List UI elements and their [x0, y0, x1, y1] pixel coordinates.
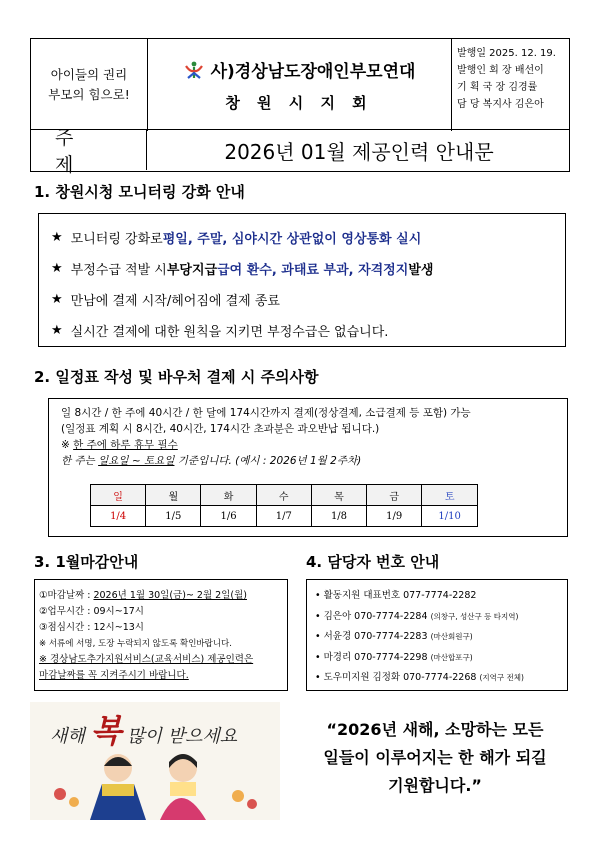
org-title	[183, 57, 416, 82]
day-cell: 월	[146, 485, 201, 506]
day-cell: 금	[367, 485, 422, 506]
item-emphasis: 평일, 주말, 심야시간 상관없이 영상통화 실시	[162, 232, 422, 247]
section2-heading: 2. 일정표 작성 및 바우처 결제 시 주의사항	[34, 368, 319, 386]
day-cell: 토	[422, 485, 478, 506]
contact-note: (지역구 전체)	[479, 673, 524, 683]
contact-text: • 도우미지원 김정화 070-7774-2268	[315, 672, 477, 684]
hours-line: ②업무시간 : 09시~17시	[39, 606, 144, 617]
contact-item	[315, 586, 567, 607]
star-icon: ★	[51, 230, 63, 245]
contact-text: • 마경리 070-7774-2298	[315, 651, 428, 663]
slogan-line2: 부모의 힘으로!	[48, 87, 130, 102]
contact-item	[315, 627, 567, 648]
rule-line	[61, 453, 567, 469]
item-text: 모니터링 강화로	[70, 232, 163, 247]
note-line: ※ 경상남도추가지원서비스(교육서비스) 제공인력은	[39, 654, 254, 665]
contact-text: • 서윤경 070-7774-2283	[315, 631, 428, 643]
day-cell: 일	[91, 485, 146, 506]
rule-text: 한 주는	[61, 455, 99, 467]
quote-line: 기원합니다.”	[388, 776, 482, 795]
rule-line	[61, 437, 567, 453]
table-row	[91, 506, 478, 527]
note-line: ※ 서류에 서명, 도장 누락되지 않도록 확인바랍니다.	[39, 639, 232, 649]
date-cell: 1/4	[91, 506, 146, 527]
day-cell: 수	[256, 485, 311, 506]
banner-big-char: 복	[90, 712, 122, 750]
section3-heading: 3. 1월마감안내	[34, 553, 139, 571]
list-item	[51, 284, 565, 315]
meta-line: 발행인 회 장 배선이	[457, 65, 544, 76]
header-box	[30, 38, 570, 130]
quote-line: “2026년 새해, 소망하는 모든	[326, 720, 544, 739]
section4-heading: 4. 담당자 번호 안내	[306, 553, 440, 571]
rule-text: 기준입니다. (예시 : 2026년 1월 2주차)	[174, 455, 362, 467]
contact-text: • 활동지원 대표번호 077-7774-2282	[315, 590, 477, 601]
section4-box	[306, 579, 568, 691]
organization	[147, 39, 452, 131]
date-cell: 1/9	[367, 506, 422, 527]
deadline-label: ①마감날짜 :	[39, 590, 94, 601]
date-cell: 1/10	[422, 506, 478, 527]
item-text: 부정수급 적발 시	[70, 263, 167, 278]
day-cell: 화	[201, 485, 256, 506]
branch-name: 창 원 시 지 회	[225, 94, 373, 112]
topic-row	[30, 127, 570, 176]
deadline-value: 2026년 1월 30일(금)~ 2월 2일(월)	[93, 590, 247, 601]
date-cell: 1/7	[256, 506, 311, 527]
contact-note: (마산회원구)	[430, 632, 473, 642]
closing-quote	[300, 716, 570, 800]
org-name: 사)경상남도장애인부모연대	[210, 62, 416, 82]
meta-line: 발행일 2025. 12. 19.	[457, 48, 556, 59]
publish-info	[451, 39, 571, 131]
meta-line: 담 당 복지사 김은아	[457, 99, 544, 110]
item-emphasis: 급여 환수, 과태료 부과, 자격정지	[217, 263, 409, 278]
note-mark: ※	[61, 439, 74, 451]
section3-box	[34, 579, 288, 691]
section1-heading: 1. 창원시청 모니터링 강화 안내	[34, 183, 245, 201]
section1-box	[38, 213, 566, 347]
star-icon: ★	[51, 292, 63, 307]
table-row	[91, 485, 478, 506]
contact-note: (마산합포구)	[430, 652, 473, 662]
date-cell: 1/6	[201, 506, 256, 527]
rule-emphasis: 일요일 ~ 토요일	[98, 455, 175, 467]
day-cell: 목	[311, 485, 366, 506]
date-cell: 1/8	[311, 506, 366, 527]
list-item	[51, 253, 565, 284]
item-bold: 부당지급	[166, 263, 218, 278]
new-year-banner	[30, 702, 280, 820]
deadline-line	[39, 588, 287, 604]
slogan	[31, 39, 148, 131]
note-line: 마감날짜를 꼭 지켜주시기 바랍니다.	[39, 670, 189, 681]
contact-item	[315, 668, 567, 689]
list-item	[51, 222, 565, 253]
lunch-line: ③점심시간 : 12시~13시	[39, 622, 144, 633]
star-icon: ★	[51, 323, 63, 338]
meta-line: 기 획 국 장 김경률	[457, 82, 538, 93]
rule-line: 일 8시간 / 한 주에 40시간 / 한 달에 174시간까지 결제(정상결제, 소급결제 등 포함) 가능	[61, 407, 471, 419]
contact-item	[315, 648, 567, 669]
week-table	[90, 484, 478, 527]
list-item	[51, 315, 565, 346]
rule-emphasis: 한 주에 하루 휴무 필수	[73, 439, 178, 451]
contact-item	[315, 607, 567, 628]
item-text: 실시간 결제에 대한 원칙을 지키면 부정수급은 없습니다.	[70, 325, 389, 340]
banner-text: 많이 받으세요	[121, 726, 238, 747]
item-text: 만남에 결제 시작/헤어짐에 결제 종료	[70, 294, 280, 309]
slogan-line1: 아이들의 권리	[50, 67, 128, 82]
banner-text: 새해	[50, 726, 91, 747]
star-icon: ★	[51, 261, 63, 276]
contact-note: (의창구, 성산구 등 타지역)	[430, 611, 519, 621]
logo-icon	[183, 59, 205, 81]
date-cell: 1/5	[146, 506, 201, 527]
rule-line: (일정표 계획 시 8시간, 40시간, 174시간 초과분은 과오반납 됩니다.)	[61, 423, 380, 435]
topic-label: 주 제	[31, 130, 147, 170]
contact-text: • 김은아 070-7774-2284	[315, 610, 428, 622]
item-bold: 발생	[408, 263, 434, 278]
topic-title: 2026년 01월 제공인력 안내문	[224, 139, 494, 164]
quote-line: 일들이 이루어지는 한 해가 되길	[323, 748, 547, 767]
hanbok-children-illustration	[30, 746, 280, 820]
